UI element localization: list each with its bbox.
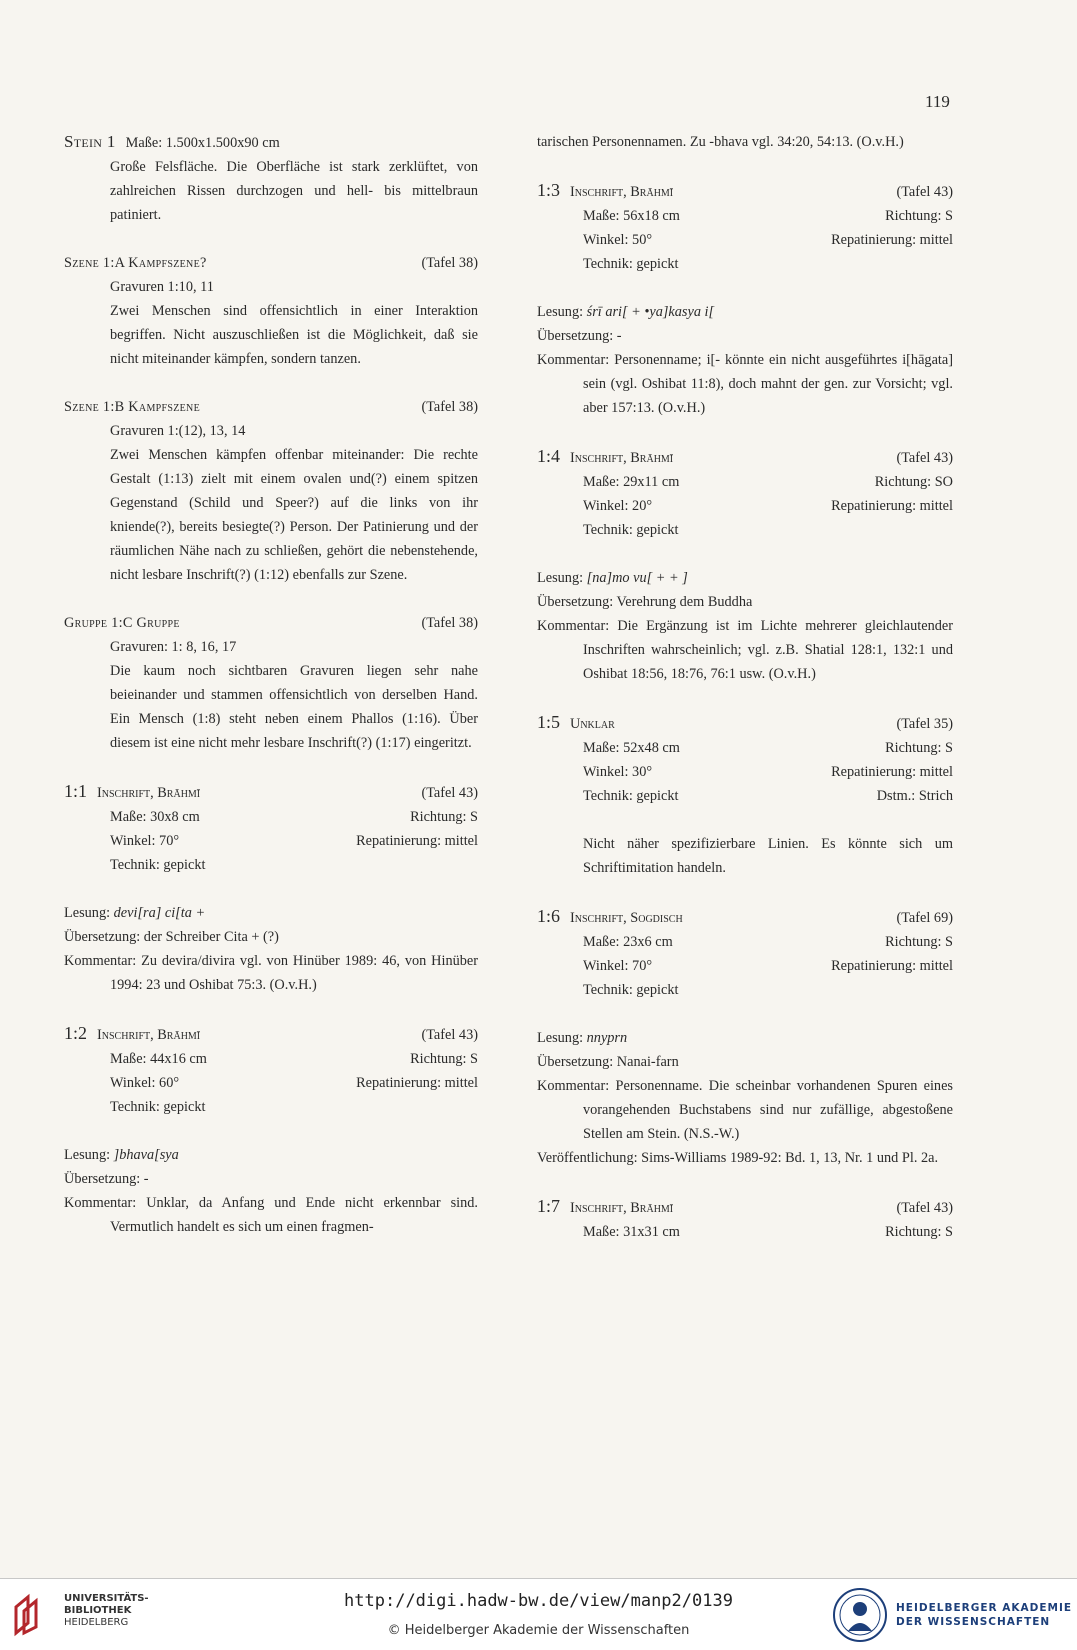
entry-1-4	[537, 444, 953, 686]
entry-1-2-lesung: ]bhava[sya	[113, 1147, 179, 1163]
szene-a-title: Szene 1:A Kampfszene?	[64, 255, 207, 271]
stein-entry	[64, 130, 478, 227]
entry-1-6-technik: Technik: gepickt	[583, 982, 679, 998]
entry-1-6-veroeffentlichung: Veröffentlichung: Sims-Williams 1989-92: Bd. 1, 13, Nr. 1 und Pl. 2a.	[537, 1150, 939, 1166]
entry-1-3-num: 1:3	[537, 180, 561, 200]
right-column	[537, 130, 953, 1268]
entry-1-6-repat: Repatinierung: mittel	[831, 958, 953, 974]
entry-1-6-lesung-label: Lesung:	[537, 1030, 584, 1046]
gruppe-c-tafel: (Tafel 38)	[421, 615, 478, 631]
entry-1-1-uebersetzung: Übersetzung: der Schreiber Cita + (?)	[64, 929, 279, 945]
szene-b-title: Szene 1:B Kampfszene	[64, 399, 200, 415]
entry-1-5-repat: Repatinierung: mittel	[831, 764, 953, 780]
entry-1-7-masse: Maße: 31x31 cm	[583, 1224, 680, 1240]
entry-1-6-uebersetzung: Übersetzung: Nanai-farn	[537, 1054, 679, 1070]
entry-1-7-title: Inschrift, Brāhmī	[570, 1200, 674, 1216]
entry-1-7	[537, 1194, 953, 1244]
entry-1-3-lesung-label: Lesung:	[537, 304, 584, 320]
ub-line-3: HEIDELBERG	[64, 1617, 129, 1628]
entry-1-5-num: 1:5	[537, 712, 561, 732]
entry-1-1-kommentar: Kommentar: Zu devira/divira vgl. von Hinüber 1989: 46, von Hinüber 1994: 23 und Oshibat 75:3. (O.v.H.)	[64, 953, 478, 993]
entry-1-6-winkel: Winkel: 70°	[583, 958, 653, 974]
entry-1-1-tafel: (Tafel 43)	[421, 785, 478, 801]
entry-1-4-winkel: Winkel: 20°	[583, 498, 653, 514]
entry-1-5-winkel: Winkel: 30°	[583, 764, 653, 780]
szene-a-gravuren: Gravuren 1:10, 11	[110, 279, 214, 295]
entry-1-2-masse: Maße: 44x16 cm	[110, 1051, 207, 1067]
entry-1-1-technik: Technik: gepickt	[110, 857, 206, 873]
entry-1-1	[64, 779, 478, 997]
entry-1-1-masse: Maße: 30x8 cm	[110, 809, 200, 825]
stein-measure: Maße: 1.500x1.500x90 cm	[125, 135, 280, 151]
szene-a-tafel: (Tafel 38)	[421, 255, 478, 271]
entry-1-1-title: Inschrift, Brāhmī	[97, 785, 201, 801]
entry-1-3-repat: Repatinierung: mittel	[831, 232, 953, 248]
entry-1-3-richtung: Richtung: S	[885, 208, 953, 224]
entry-1-2-lesung-label: Lesung:	[64, 1147, 111, 1163]
entry-1-3-technik: Technik: gepickt	[583, 256, 679, 272]
entry-1-5-dstm: Dstm.: Strich	[876, 788, 953, 804]
gruppe-c-gravuren: Gravuren: 1: 8, 16, 17	[110, 639, 237, 655]
footer-bar	[0, 1578, 1077, 1650]
entry-1-2-winkel: Winkel: 60°	[110, 1075, 180, 1091]
stein-title: Stein 1	[64, 132, 116, 151]
entry-1-2-tafel: (Tafel 43)	[421, 1027, 478, 1043]
entry-1-7-richtung: Richtung: S	[885, 1224, 953, 1240]
entry-1-3	[537, 178, 953, 420]
entry-1-5-tafel: (Tafel 35)	[896, 716, 953, 732]
entry-1-6-masse: Maße: 23x6 cm	[583, 934, 673, 950]
entry-1-4-num: 1:4	[537, 446, 561, 466]
entry-1-2-technik: Technik: gepickt	[110, 1099, 206, 1115]
szene-a-entry	[64, 251, 478, 371]
entry-1-3-title: Inschrift, Brāhmī	[570, 184, 674, 200]
entry-1-2-richtung: Richtung: S	[410, 1051, 478, 1067]
gruppe-c-title: Gruppe 1:C Gruppe	[64, 615, 180, 631]
left-column	[64, 130, 478, 1263]
entry-1-5-title: Unklar	[570, 716, 615, 732]
entry-1-3-lesung: śrī ari[ + •ya]kasya i[	[586, 304, 715, 320]
entry-1-6-richtung: Richtung: S	[885, 934, 953, 950]
entry-1-7-tafel: (Tafel 43)	[896, 1200, 953, 1216]
entry-1-4-technik: Technik: gepickt	[583, 522, 679, 538]
entry-1-5	[537, 710, 953, 880]
entry-1-4-lesung-label: Lesung:	[537, 570, 584, 586]
entry-1-2-title: Inschrift, Brāhmī	[97, 1027, 201, 1043]
entry-1-5-text: Nicht näher spezifizierbare Linien. Es könnte sich um Schriftimitation handeln.	[583, 836, 953, 876]
stein-desc: Große Felsfläche. Die Oberfläche ist stark zerklüftet, von zahlreichen Rissen durchzogen und hell- bis mittelbraun patiniert.	[110, 159, 478, 223]
entry-1-3-winkel: Winkel: 50°	[583, 232, 653, 248]
entry-1-3-uebersetzung: Übersetzung: -	[537, 328, 622, 344]
academy-line-2: DER WISSENSCHAFTEN	[896, 1616, 1051, 1628]
entry-1-7-num: 1:7	[537, 1196, 561, 1216]
entry-1-6-lesung: nnyprn	[586, 1030, 628, 1046]
entry-1-2-uebersetzung: Übersetzung: -	[64, 1171, 149, 1187]
entry-1-5-technik: Technik: gepickt	[583, 788, 679, 804]
gruppe-c-text: Die kaum noch sichtbaren Gravuren liegen sehr nahe beieinander und stammen offensichtlich von derselben Hand. Ein Mensch (1:8) steht neben einem Phallos (1:16). Über diesem ist eine nicht mehr lesbare Inschrift(?) (1:17) eingeritzt.	[110, 663, 478, 751]
entry-1-4-tafel: (Tafel 43)	[896, 450, 953, 466]
entry-1-6-kommentar: Kommentar: Personenname. Die scheinbar vorhandenen Spuren eines vorangehenden Buchstabens sind nur zufällige, abgestoßene Stellen am Stein. (N.S.-W.)	[537, 1078, 953, 1142]
entry-1-4-title: Inschrift, Brāhmī	[570, 450, 674, 466]
entry-1-5-masse: Maße: 52x48 cm	[583, 740, 680, 756]
szene-b-text: Zwei Menschen kämpfen offenbar miteinander: Die rechte Gestalt (1:13) zielt mit einem ovalen und(?) einem spitzen Gegenstand (Schild und Speer?) auf die links von ihr kniende(?), bereits besiegte(?) Person. Der Patinierung und der räumlichen Nähe nach zu schließen, gehört die nebenstehende, nicht lesbare Inschrift(?) (1:12) ebenfalls zur Szene.	[110, 447, 478, 583]
entry-1-2	[64, 1021, 478, 1239]
entry-1-1-richtung: Richtung: S	[410, 809, 478, 825]
entry-1-3-tafel: (Tafel 43)	[896, 184, 953, 200]
szene-b-gravuren: Gravuren 1:(12), 13, 14	[110, 423, 246, 439]
entry-1-5-richtung: Richtung: S	[885, 740, 953, 756]
entry-1-1-lesung: devi[ra] ci[ta +	[113, 905, 206, 921]
entry-1-6-title: Inschrift, Sogdisch	[570, 910, 683, 926]
entry-1-4-lesung: [na]mo vu[ + + ]	[586, 570, 688, 586]
copyright-notice: © Heidelberger Akademie der Wissenschaften	[387, 1623, 690, 1638]
continued-text: tarischen Personennamen. Zu -bhava vgl. 34:20, 54:13. (O.v.H.)	[537, 134, 904, 150]
entry-1-3-masse: Maße: 56x18 cm	[583, 208, 680, 224]
entry-1-1-winkel: Winkel: 70°	[110, 833, 180, 849]
entry-1-3-kommentar: Kommentar: Personenname; i[- könnte ein nicht ausgeführtes i[hāgata] sein (vgl. Oshibat 11:8), doch mahnt der gen. zur Vorsicht; vgl. aber 157:13. (O.v.H.)	[537, 352, 953, 416]
page-number: 119	[925, 92, 950, 111]
szene-a-text: Zwei Menschen sind offensichtlich in einer Interaktion begriffen. Nicht auszuschließen ist die Möglichkeit, daß sie nicht miteinander kämpfen, sondern tanzen.	[110, 303, 478, 367]
gruppe-c-entry	[64, 611, 478, 755]
entry-1-4-masse: Maße: 29x11 cm	[583, 474, 680, 490]
entry-1-2-repat: Repatinierung: mittel	[356, 1075, 478, 1091]
permalink-url[interactable]: http://digi.hadw-bw.de/view/manp2/0139	[344, 1591, 733, 1611]
entry-1-1-lesung-label: Lesung:	[64, 905, 111, 921]
entry-1-1-repat: Repatinierung: mittel	[356, 833, 478, 849]
entry-1-4-richtung: Richtung: SO	[874, 474, 953, 490]
ub-line-1: UNIVERSITÄTS-	[64, 1593, 149, 1604]
entry-1-6-num: 1:6	[537, 906, 561, 926]
entry-1-2-kommentar: Kommentar: Unklar, da Anfang und Ende nicht erkennbar sind. Vermutlich handelt es sich um einen fragmen-	[64, 1195, 478, 1235]
entry-1-6-tafel: (Tafel 69)	[896, 910, 953, 926]
entry-1-6	[537, 904, 953, 1170]
academy-name	[896, 1601, 1072, 1629]
entry-1-4-kommentar: Kommentar: Die Ergänzung ist im Lichte mehrerer gleichlautender Inschriften wahrscheinlich; vgl. z.B. Shatial 128:1, 132:1 und Oshibat 18:56, 18:76, 76:1 usw. (O.v.H.)	[537, 618, 953, 682]
entry-1-4-repat: Repatinierung: mittel	[831, 498, 953, 514]
entry-1-4-uebersetzung: Übersetzung: Verehrung dem Buddha	[537, 594, 753, 610]
szene-b-tafel: (Tafel 38)	[421, 399, 478, 415]
ub-line-2: BIBLIOTHEK	[64, 1605, 132, 1616]
entry-1-1-num: 1:1	[64, 781, 88, 801]
entry-1-2-num: 1:2	[64, 1023, 88, 1043]
szene-b-entry	[64, 395, 478, 587]
academy-seal-icon	[832, 1587, 888, 1643]
academy-line-1: HEIDELBERGER AKADEMIE	[896, 1602, 1073, 1614]
